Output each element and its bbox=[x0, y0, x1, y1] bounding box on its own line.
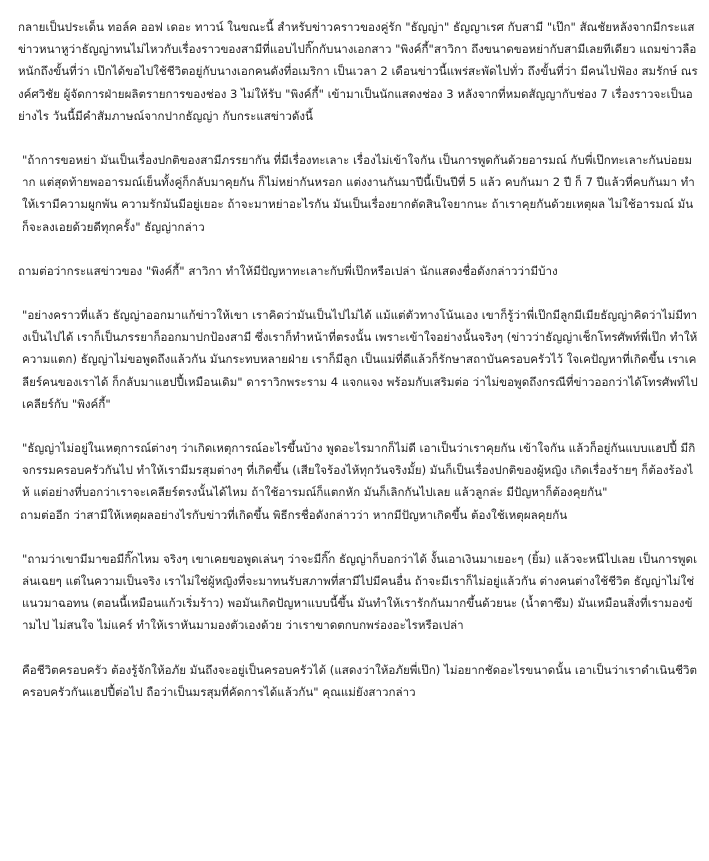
quote-family: คือชีวิตครอบครัว ต้องรู้จักให้อภัย มันถึงจะอยู่เป็นครอบครัวได้ (แสดงว่าให้อภัยพี่เป๊ก) ไม่อยากชัดอะไรขนาดนั้น เอาเป็นว่าเราดำเนินชีวิตครอบครัวกันแฮปปี้ต่อไป ถือว่าเป็นมรสุมที่คัดการได้แล้วกัน" คุณแม่ยังสาวกล่าว bbox=[22, 662, 697, 699]
quote-gig: "ถามว่าเขามีมาขอมีกิ๊กไหม จริงๆ เขาเคยขอพูดเล่นๆ ว่าจะมีกิ๊ก ธัญญ่าก็บอกว่าได้ งั้นเอาเงินมาเยอะๆ (ยิ้ม) แล้วจะหนีไปเลย เป็นการพูดเล่นเฉยๆ แต่ในความเป็นจริง เราไม่ใช่ผู้หญิงที่จะมาทนรับสภาพที่สามีไปมีคนอื่น ถ้าจะมีเราก็ไม่อยู่แล้วกัน ต่างคนต่างใช้ชีวิต ธัญญ่าไม่ใช่แนวมาฉอทน (ตอนนี้เหมือนแก้วเริ่มร้าว) พอมันเกิดปัญหาแบบนี้ขึ้น มันทำให้เรารักกันมากขึ้นด้วยนะ (น้ำตาซึม) มันเหมือนสิ่งที่เรามองข้ามไป ไม่สนใจ ไม่แคร์ ทำให้เราหันมามองตัวเองด้วย ว่าเราขาดตกบกพร่องอะไรหรือเปล่า bbox=[22, 551, 698, 633]
question-pinky: ถามต่อว่ากระแสข่าวของ "พิงค์กี้" สาวิกา ทำให้มีปัญหาทะเลาะกับพี่เป๊กหรือเปล่า นักแสดงชื่อดังกล่าวว่ามีบ้าง bbox=[18, 263, 558, 278]
quote-news: "อย่างคราวที่แล้ว ธัญญ่าออกมาแก้ข่าวให้เขา เราคิดว่ามันเป็นไปไม่ได้ แม้แต่ตัวทางโน้นเอง เขาก็รู้ว่าพี่เป๊กมีลูกมีเมียธัญญ่าคิดว่าไม่มีทางเป็นไปได้ เราก็เป็นภรรยาก็ออกมาปกป้องสามี ซึ่งเราก็ทำหน้าที่ตรงนั้น เพราะเข้าใจอย่างนั้นจริงๆ (ข่าวว่าธัญญ่าเช็กโทรศัพท์พี่เป๊ก ทำให้ความแตก) ธัญญ่าไม่ขอพูดถึงแล้วกัน มันกระทบหลายฝ่าย เราก็มีลูก เป็นแม่ที่ดีแล้วก็รักษาสถาบันครอบครัวไว้ ใจเคปัญหาที่เกิดขึ้น เราเคลียร์คนของเราได้ ก็กลับมาแฮปปี้เหมือนเดิม" ดาราวิกพระราม 4 แจกแจง พร้อมกับเสริมต่อ ว่าไม่ขอพูดถึงกรณีที่ข่าวออกว่าได้โทรศัพท์ไปเคลียร์กับ "พิงค์กี้" bbox=[22, 308, 698, 411]
intro-paragraph: กลายเป็นประเด็น ทอล์ค ออฟ เดอะ ทาวน์ ในขณะนี้ สำหรับข่าวคราวของคู่รัก "ธัญญ่า" ธัญญาเรศ กับสามี "เป๊ก" สัณชัยหลังจากมีกระแสข่าวหนาหูว่าธัญญ่าทนไม่ไหวกับเรื่องราวของสามีที่แอบไปกิ๊กกับนางเอกสาว "พิงค์กี้"สาวิกา ถึงขนาดขอหย่ากับสามีเลยทีเดียว แถมข่าวลือหนักถึงขั้นที่ว่า เป๊กได้ขอไปใช้ชีวิตอยู่กับนางเอกคนดังที่อเมริกา เป็นเวลา 2 เดือนข่าวนี้แพร่สะพัดไปทั่ว ถึงขั้นที่ว่า มีคนไปฟ้อง สมรักษ์ ณรงค์ศวิชัย ผู้จัดการฝ่ายผลิตรายการของช่อง 3 ไม่ให้รับ "พิงค์กี้" เข้ามาเป็นนักแสดงช่อง 3 หลังจากที่หมดสัญญากับช่อง 7 เรื่องราวจะเป็นอย่างไร วันนี้มีคำสัมภาษณ์จากปากธัญญ่า กับกระแสข่าวดังนี้ bbox=[18, 20, 698, 123]
quote-events: "ธัญญ่าไม่อยู่ในเหตุการณ์ต่างๆ ว่าเกิดเหตุการณ์อะไรขึ้นบ้าง พูดอะไรมากก็ไม่ดี เอาเป็นว่าเราคุยกัน เข้าใจกัน แล้วก็อยู่กันแบบแฮปปี้ มีกิจกรรมครอบครัวกันไป ทำให้เรามีมรสุมต่างๆ ที่เกิดขึ้น (เสียใจร้องไห้ทุกวันจริงมั้ย) มันก็เป็นเรื่องปกติของผู้หญิง เกิดเรื่องร้ายๆ ก็ต้องร้องไห้ แต่อย่างที่บอกว่าเราจะเคลียร์ตรงนั้นได้ไหม ถ้าใช้อารมณ์ก็แตกหัก มันก็เลิกกันไปเลย แล้วลูกล่ะ มีปัญหาก็ต้องคุยกัน" bbox=[22, 441, 696, 500]
quote-divorce: "ถ้าการขอหย่า มันเป็นเรื่องปกติของสามีภรรยากัน ที่มีเรื่องทะเลาะ เรื่องไม่เข้าใจกัน เป็นการพูดกันด้วยอารมณ์ กับพี่เป๊กทะเลาะกันบ่อยมาก แต่สุดท้ายพออารมณ์เย็นทั้งคู่ก็กลับมาคุยกัน ก็ไม่หย่ากันหรอก แต่งงานกันมาปีนี้เป็นปีที่ 5 แล้ว คบกันมา 2 ปี ก็ 7 ปีแล้วที่คบกันมา ทำให้เรามีความผูกพัน ความรักมันมีอยู่เยอะ ถ้าจะมาหย่าอะไรกัน มันเป็นเรื่องยากตัดสินใจยากนะ ถ้าเราคุยกันด้วยเหตุผล ไม่ใช้อารมณ์ มันก็จะลงเอยด้วยดีทุกครั้ง" ธัญญ่ากล่าว bbox=[22, 153, 695, 234]
question-reason: ถามต่ออีก ว่าสามีให้เหตุผลอย่างไรกับข่าวที่เกิดขึ้น พิธีกรชื่อดังกล่าวว่า หากมีปัญหาเกิดขึ้น ต้องใช้เหตุผลคุยกัน bbox=[20, 507, 568, 522]
article-body bbox=[18, 16, 698, 725]
